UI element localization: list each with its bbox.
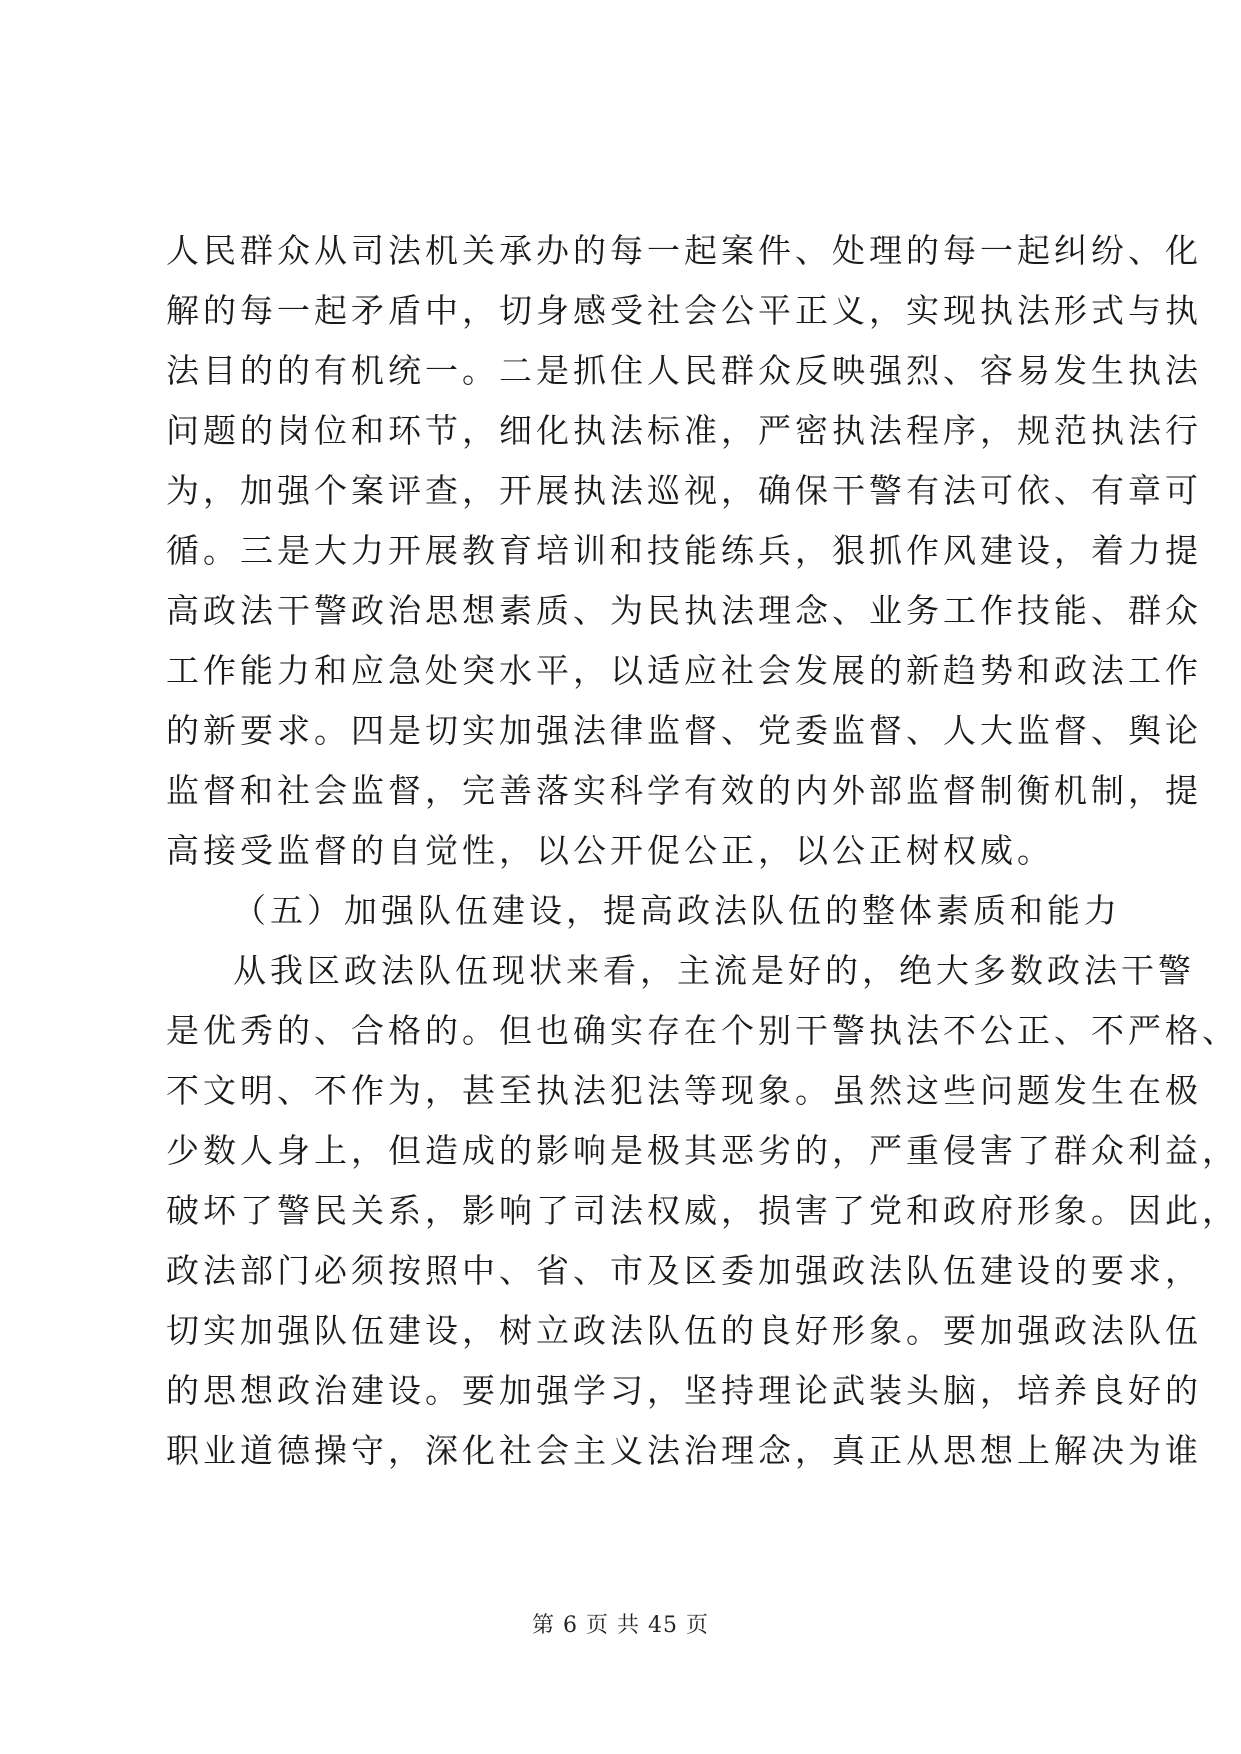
text-line: 的新要求。四是切实加强法律监督、党委监督、人大监督、舆论 bbox=[166, 711, 1202, 750]
text-line: 切实加强队伍建设，树立政法队伍的良好形象。要加强政法队伍 bbox=[166, 1311, 1202, 1350]
text-line: 人民群众从司法机关承办的每一起案件、处理的每一起纠纷、化 bbox=[166, 231, 1202, 270]
text-line: 不文明、不作为，甚至执法犯法等现象。虽然这些问题发生在极 bbox=[166, 1071, 1202, 1110]
text-line: 是优秀的、合格的。但也确实存在个别干警执法不公正、不严格、 bbox=[166, 1011, 1239, 1050]
text-line: 问题的岗位和环节，细化执法标准，严密执法程序，规范执法行 bbox=[166, 411, 1202, 450]
text-line: 工作能力和应急处突水平，以适应社会发展的新趋势和政法工作 bbox=[166, 651, 1202, 690]
text-line: 的思想政治建设。要加强学习，坚持理论武装头脑，培养良好的 bbox=[166, 1371, 1202, 1410]
text-line: 政法部门必须按照中、省、市及区委加强政法队伍建设的要求， bbox=[166, 1251, 1202, 1290]
text-line: 高政法干警政治思想素质、为民执法理念、业务工作技能、群众 bbox=[166, 591, 1202, 630]
text-line: 循。三是大力开展教育培训和技能练兵，狠抓作风建设，着力提 bbox=[166, 531, 1202, 570]
text-line: 法目的的有机统一。二是抓住人民群众反映强烈、容易发生执法 bbox=[166, 351, 1202, 390]
section-heading: （五）加强队伍建设，提高政法队伍的整体素质和能力 bbox=[233, 891, 1121, 930]
text-line: 为，加强个案评查，开展执法巡视，确保干警有法可依、有章可 bbox=[166, 471, 1202, 510]
text-line: 少数人身上，但造成的影响是极其恶劣的，严重侵害了群众利益， bbox=[166, 1131, 1239, 1170]
text-line: 解的每一起矛盾中，切身感受社会公平正义，实现执法形式与执 bbox=[166, 291, 1202, 330]
text-line: 从我区政法队伍现状来看，主流是好的，绝大多数政法干警 bbox=[233, 951, 1195, 990]
text-line: 高接受监督的自觉性，以公开促公正，以公正树权威。 bbox=[166, 831, 1054, 870]
text-line: 职业道德操守，深化社会主义法治理念，真正从思想上解决为谁 bbox=[166, 1431, 1202, 1470]
text-line: 破坏了警民关系，影响了司法权威，损害了党和政府形象。因此， bbox=[166, 1191, 1239, 1230]
page-number-footer: 第 6 页 共 45 页 bbox=[532, 1613, 709, 1638]
text-line: 监督和社会监督，完善落实科学有效的内外部监督制衡机制，提 bbox=[166, 771, 1202, 810]
